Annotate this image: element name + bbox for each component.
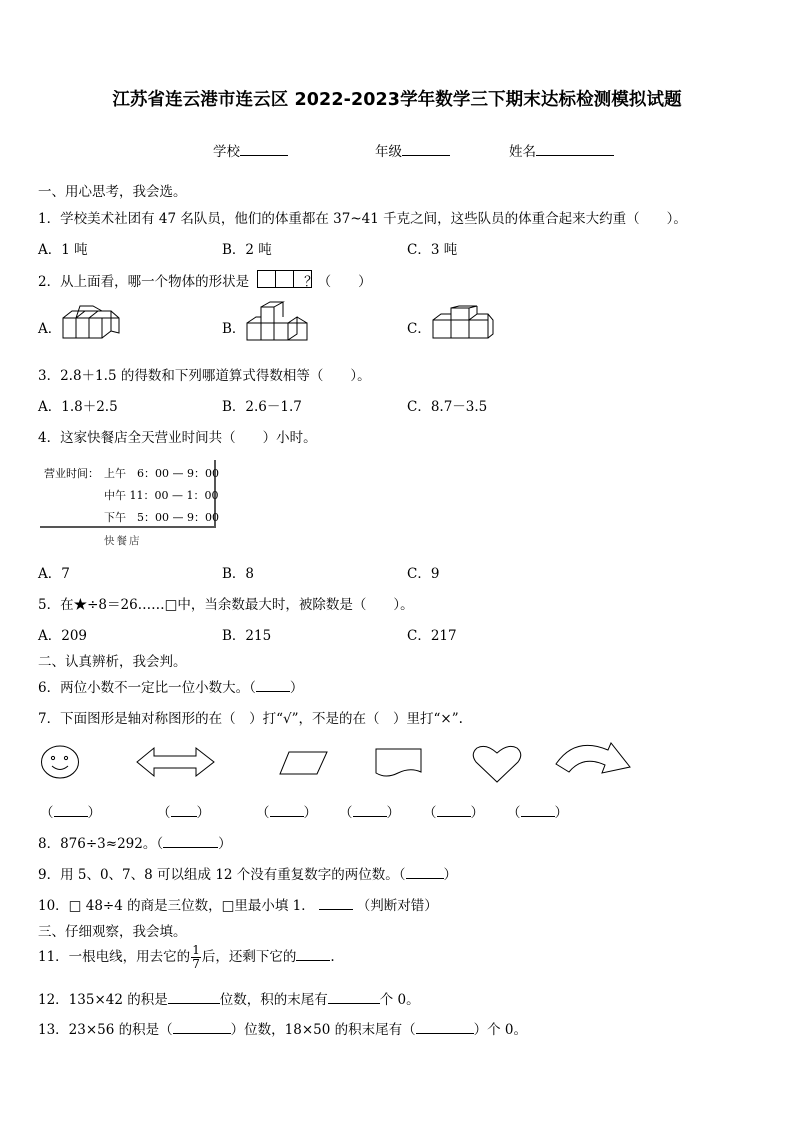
q9-answer-blank[interactable] <box>406 866 444 879</box>
q12-blank-2[interactable] <box>328 991 380 1004</box>
q4-option-c[interactable]: C．9 <box>407 566 440 582</box>
business-hours-table <box>40 460 219 528</box>
heart-figure <box>472 744 524 784</box>
business-hours-label: 营业时间： <box>44 467 99 480</box>
q5-option-a[interactable]: A．209 <box>38 628 88 644</box>
q1-option-a[interactable]: A．1 吨 <box>38 242 88 258</box>
q2-option-b[interactable]: B． <box>222 321 246 337</box>
question-5: 5．在★÷8＝26……□中，当余数最大时，被除数是（ ）。 <box>38 597 414 613</box>
hours-row-morning: 上午 6：00 — 9：00 <box>104 467 219 480</box>
grade-field[interactable]: 年级 <box>375 140 450 160</box>
question-1: 1．学校美术社团有 47 名队员，他们的体重都在 37~41 千克之间，这些队员的体重合起来大约重（ ）。 <box>38 211 687 227</box>
q7-answer-3[interactable]: （ ） <box>256 805 317 821</box>
question-12: 12．135×42 的积是 位数，积的末尾有 个 0。 <box>38 992 420 1008</box>
top-view-figure <box>257 270 313 288</box>
question-13: 13．23×56 的积是（ ）位数，18×50 的积末尾有（ ）个 0。 <box>38 1022 527 1038</box>
cube-figure-b <box>246 301 308 341</box>
page-title: 江苏省连云港市连云区 2022-2023学年数学三下期末达标检测模拟试题 <box>112 90 682 110</box>
q11-answer-blank[interactable] <box>296 948 330 961</box>
section-1-heading: 一、用心思考，我会选。 <box>38 184 187 200</box>
parallelogram-figure <box>279 750 329 776</box>
table-caption: 快餐店 <box>104 535 142 547</box>
q5-option-b[interactable]: B．215 <box>222 628 272 644</box>
q13-blank-2[interactable] <box>416 1021 474 1034</box>
q7-answer-2[interactable]: （ ） <box>157 805 210 821</box>
q10-answer-blank[interactable] <box>319 897 353 910</box>
q12-blank-1[interactable] <box>168 991 220 1004</box>
q3-option-a[interactable]: A．1.8＋2.5 <box>38 399 118 415</box>
question-10: 10．□ 48÷4 的商是三位数，□里最小填 1． （判断对错） <box>38 898 438 914</box>
hours-row-evening: 下午 5：00 — 9：00 <box>104 511 219 524</box>
fraction-one-seventh: $\frac{1}{7}$ <box>192 943 200 971</box>
q1-option-c[interactable]: C．3 吨 <box>407 242 458 258</box>
q5-option-c[interactable]: C．217 <box>407 628 457 644</box>
double-arrow-figure <box>136 746 216 778</box>
cube-figure-a <box>62 305 120 339</box>
q13-blank-1[interactable] <box>173 1021 231 1034</box>
school-field[interactable]: 学校 <box>213 140 288 160</box>
q4-option-a[interactable]: A．7 <box>38 566 70 582</box>
question-9: 9．用 5、0、7、8 可以组成 12 个没有重复数字的两位数。（ ） <box>38 867 458 883</box>
q3-option-c[interactable]: C．8.7－3.5 <box>407 399 488 415</box>
section-3-heading: 三、仔细观察，我会填。 <box>38 924 187 940</box>
section-2-heading: 二、认真辨析，我会判。 <box>38 654 187 670</box>
q1-option-b[interactable]: B．2 吨 <box>222 242 272 258</box>
q2-option-c[interactable]: C． <box>407 321 431 337</box>
q8-answer-blank[interactable] <box>163 835 218 848</box>
name-field[interactable]: 姓名 <box>509 140 614 160</box>
q3-option-b[interactable]: B．2.6－1.7 <box>222 399 302 415</box>
q7-answer-4[interactable]: （ ） <box>339 805 400 821</box>
cube-figure-c <box>432 305 494 339</box>
hours-row-noon: 中午 11：00 — 1：00 <box>104 489 219 502</box>
question-4: 4．这家快餐店全天营业时间共（ ）小时。 <box>38 430 317 446</box>
question-2: 2．从上面看，哪一个物体的形状是 ？（ ） <box>38 274 372 290</box>
q6-answer-blank[interactable] <box>256 679 290 692</box>
q4-option-b[interactable]: B．8 <box>222 566 255 582</box>
smiley-face-figure <box>40 744 80 780</box>
question-3: 3．2.8＋1.5 的得数和下列哪道算式得数相等（ ）。 <box>38 368 371 384</box>
question-11: 11．一根电线，用去它的 $\frac{1}{7}$ 后，还剩下它的 . <box>38 943 335 971</box>
question-6: 6．两位小数不一定比一位小数大。（ ） <box>38 680 304 696</box>
q2-option-a[interactable]: A． <box>38 321 62 337</box>
q7-answer-1[interactable]: （ ） <box>40 805 101 821</box>
curved-arrow-figure <box>555 740 633 778</box>
question-8: 8．876÷3≈292。（ ） <box>38 836 232 852</box>
q7-answer-6[interactable]: （ ） <box>507 805 568 821</box>
question-7: 7．下面图形是轴对称图形的在（ ）打“√”，不是的在（ ）里打“×”. <box>38 711 463 727</box>
q7-answer-5[interactable]: （ ） <box>423 805 484 821</box>
wavy-flag-figure <box>374 747 424 779</box>
